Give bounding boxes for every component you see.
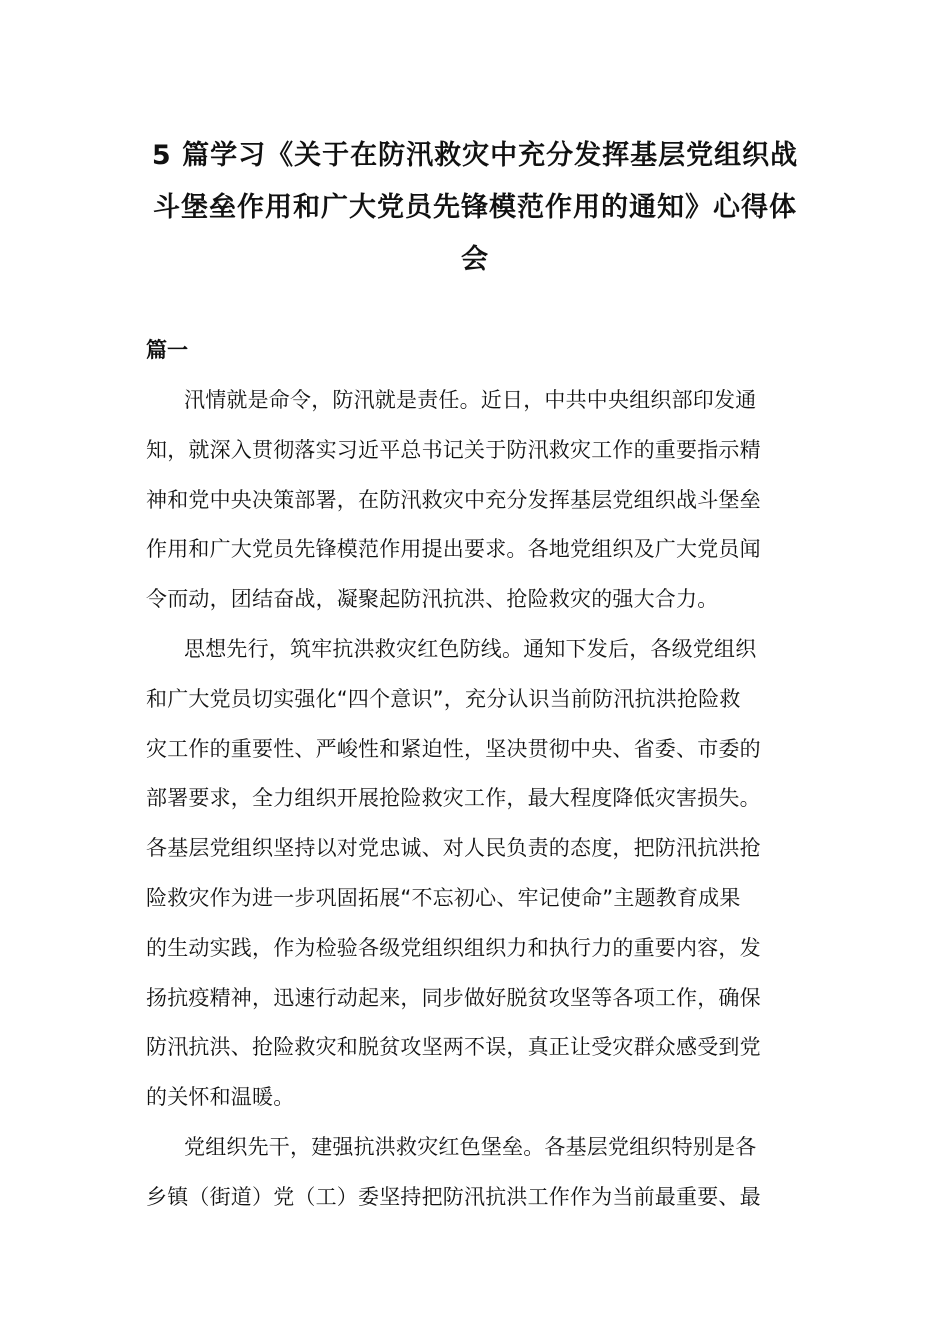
document-title bbox=[140, 130, 810, 286]
section-heading: 篇一 bbox=[146, 338, 188, 362]
paragraph bbox=[146, 1129, 806, 1229]
paragraph-line: 思想先行，筑牢抗洪救灾红色防线。通知下发后，各级党组织 bbox=[184, 636, 757, 661]
paragraph-line: 扬抗疫精神，迅速行动起来，同步做好脱贫攻坚等各项工作，确保 bbox=[146, 985, 761, 1010]
paragraph-line: 部署要求，全力组织开展抢险救灾工作，最大程度降低灾害损失。 bbox=[146, 786, 761, 811]
title-line: 斗堡垒作用和广大党员先锋模范作用的通知》心得体 bbox=[153, 192, 797, 223]
paragraph-line: 乡镇（街道）党（工）委坚持把防汛抗洪工作作为当前最重要、最 bbox=[146, 1184, 761, 1209]
paragraph bbox=[146, 631, 806, 1129]
paragraph-line: 令而动，团结奋战，凝聚起防汛抗洪、抢险救灾的强大合力。 bbox=[146, 587, 719, 612]
document-body bbox=[146, 382, 806, 1229]
paragraph-line: 的生动实践，作为检验各级党组织组织力和执行力的重要内容，发 bbox=[146, 935, 761, 960]
paragraph-line: 的关怀和温暖。 bbox=[146, 1085, 295, 1110]
paragraph-line: 汛情就是命令，防汛就是责任。近日，中共中央组织部印发通 bbox=[184, 388, 757, 412]
paragraph-line: 神和党中央决策部署，在防汛救灾中充分发挥基层党组织战斗堡垒 bbox=[146, 487, 761, 512]
paragraph bbox=[146, 382, 806, 631]
paragraph-line: 和广大党员切实强化“四个意识”，充分认识当前防汛抗洪抢险救 bbox=[146, 686, 741, 711]
paragraph-line: 各基层党组织坚持以对党忠诚、对人民负责的态度，把防汛抗洪抢 bbox=[146, 836, 761, 861]
title-line: 5 篇学习《关于在防汛救灾中充分发挥基层党组织战 bbox=[151, 140, 799, 171]
title-line: 会 bbox=[461, 244, 489, 275]
paragraph-line: 作用和广大党员先锋模范作用提出要求。各地党组织及广大党员闻 bbox=[146, 537, 761, 562]
paragraph-line: 灾工作的重要性、严峻性和紧迫性，坚决贯彻中央、省委、市委的 bbox=[146, 736, 761, 761]
paragraph-line: 防汛抗洪、抢险救灾和脱贫攻坚两不误，真正让受灾群众感受到党 bbox=[146, 1035, 761, 1060]
paragraph-line: 知，就深入贯彻落实习近平总书记关于防汛救灾工作的重要指示精 bbox=[146, 437, 761, 462]
paragraph-line: 党组织先干，建强抗洪救灾红色堡垒。各基层党组织特别是各 bbox=[184, 1134, 757, 1159]
paragraph-line: 险救灾作为进一步巩固拓展“不忘初心、牢记使命”主题教育成果 bbox=[146, 885, 741, 910]
